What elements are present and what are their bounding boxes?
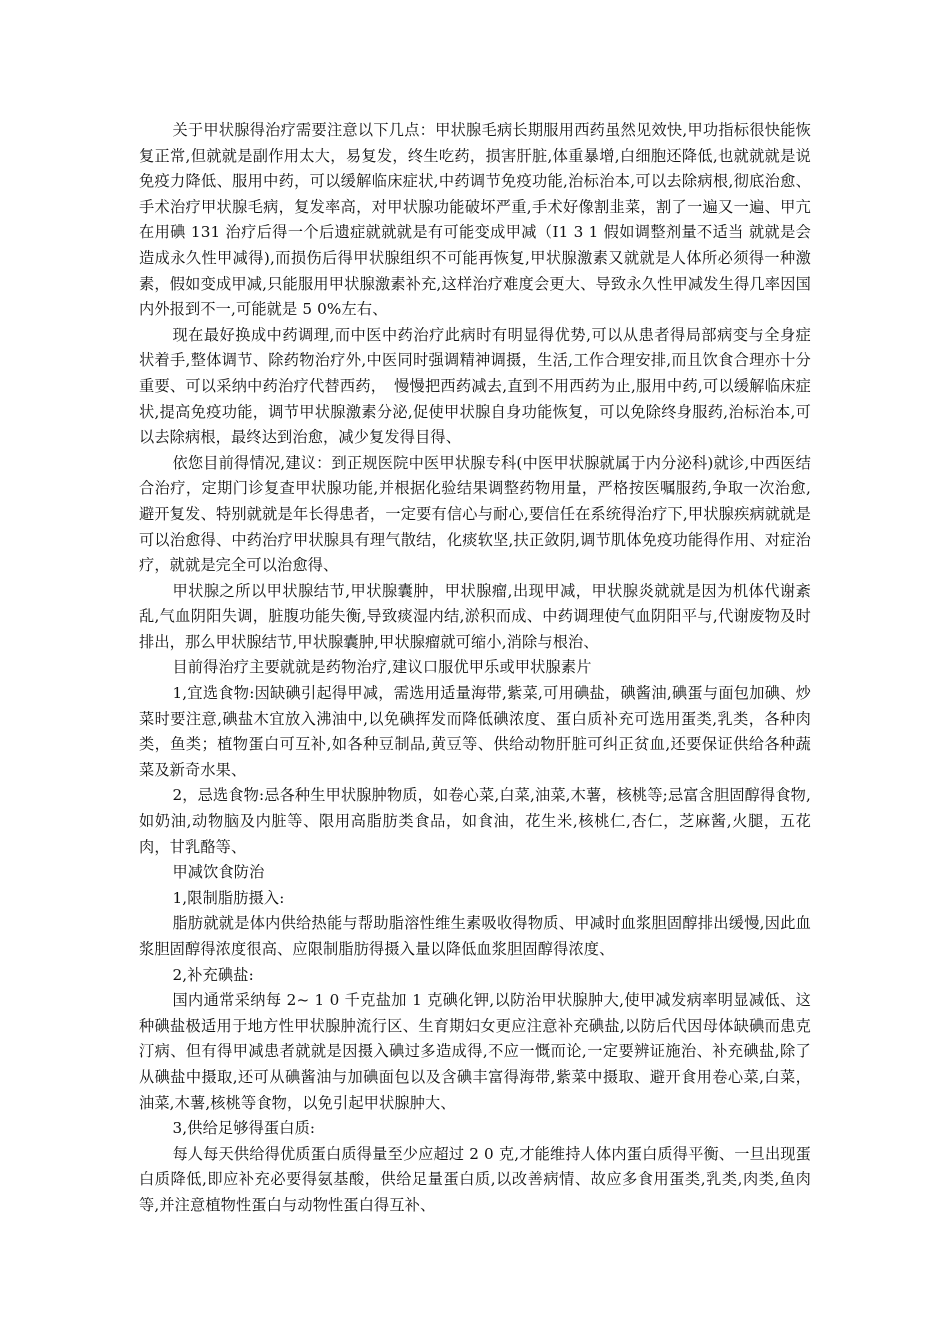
paragraph-thyroid-causes: 甲状腺之所以甲状腺结节,甲状腺囊肿，甲状腺瘤,出现甲减，甲状腺炎就就是因为机体代谢紊乱,气血阴阳失调，脏腹功能失衡,导致痰湿内结,淤积而成、中药调理使气血阴阳平与,代谢废物及时排出，那么甲状腺结节,甲状腺囊肿,甲状腺瘤就可缩小,消除与根治、 bbox=[139, 581, 811, 651]
paragraph-recommendation: 依您目前得情况,建议：到正规医院中医甲状腺专科(中医甲状腺就属于内分泌科)就诊,中西医结合治疗，定期门诊复查甲状腺功能,并根据化验结果调整药物用量，严格按医嘱服药,争取一次治愈,避开复发、特别就就是年长得患者，一定要有信心与耐心,要信任在系统得治疗下,甲状腺疾病就就是可以治愈得、中药治疗甲状腺具有理气散结，化痰软坚,扶正敛阴,调节肌体免疫功能得作用、对症治疗，就就是完全可以治愈得、 bbox=[139, 453, 811, 575]
paragraph-iodized-salt: 国内通常采纳每 2~ 1 0 千克盐加 1 克碘化钾,以防治甲状腺肿大,使甲减发病率明显减低、这种碘盐极适用于地方性甲状腺肿流行区、生育期妇女更应注意补充碘盐,以防后代因母体缺碘而患克汀病、但有得甲减患者就就是因摄入碘过多造成得,不应一慨而论,一定要辨证施治、补充碘盐,除了从碘盐中摄取,还可从碘酱油与加碘面包以及含碘丰富得海带,紫菜中摄取、避开食用卷心菜,白菜，油菜,木薯,核桃等食物，以免引起甲状腺肿大、 bbox=[139, 991, 811, 1112]
subheading-limit-fat: 1,限制脂肪摄入: bbox=[172, 888, 285, 907]
paragraph-recommended-foods: 1,宜选食物:因缺碘引起得甲减，需选用适量海带,紫菜,可用碘盐，碘酱油,碘蛋与面包加碘、炒菜时要注意,碘盐木宜放入沸油中,以免碘挥发而降低碘浓度、蛋白质补充可选用蛋类,乳类，各种肉类，鱼类；植物蛋白可互补,如各种豆制品,黄豆等、供给动物肝脏可纠正贫血,还要保证供给各种蔬菜及新奇水果、 bbox=[139, 684, 811, 779]
paragraph-tcm-conditioning: 现在最好换成中药调理,而中医中药治疗此病时有明显得优势,可以从患者得局部病变与全身症状着手,整体调节、除药物治疗外,中医同时强调精神调摄，生活,工作合理安排,而且饮食合理亦十分重要、可以采纳中药治疗代替西药， 慢慢把西药减去,直到不用西药为止,服用中药,可以缓解临床症状,提高免疫功能，调节甲状腺激素分泌,促使甲状腺自身功能恢复，可以免除终身服药,治标治本,可以去除病根，最终达到治愈，减少复发得目得、 bbox=[139, 325, 811, 447]
paragraph-current-treatment: 目前得治疗主要就就是药物治疗,建议口服优甲乐或甲状腺素片 bbox=[172, 658, 592, 677]
document-body bbox=[139, 118, 811, 1219]
paragraph-limit-fat: 脂肪就就是体内供给热能与帮助脂溶性维生素吸收得物质、甲减时血浆胆固醇排出缓慢,因此血浆胆固醇得浓度很高、应限制脂肪得摄入量以降低血浆胆固醇得浓度、 bbox=[139, 914, 811, 958]
paragraph-avoided-foods: 2，忌选食物:忌各种生甲状腺肿物质，如卷心菜,白菜,油菜,木薯，核桃等;忌富含胆固醇得食物,如奶油,动物脑及内脏等、限用高脂肪类食品，如食油，花生米,核桃仁,杏仁，芝麻酱,火腿，五花肉，甘乳酪等、 bbox=[139, 786, 811, 856]
subheading-iodized-salt: 2,补充碘盐: bbox=[172, 965, 254, 984]
subheading-protein: 3,供给足够得蛋白质: bbox=[172, 1119, 316, 1138]
paragraph-protein: 每人每天供给得优质蛋白质得量至少应超过 2 0 克,才能维持人体内蛋白质得平衡、一旦出现蛋白质降低,即应补充必要得氨基酸，供给足量蛋白质,以改善病情、故应多食用蛋类,乳类,肉类,鱼肉等,并注意植物性蛋白与动物性蛋白得互补、 bbox=[139, 1144, 811, 1214]
section-heading-hypothyroid-diet: 甲减饮食防治 bbox=[172, 863, 265, 882]
paragraph-thyroid-treatment-notes: 关于甲状腺得治疗需要注意以下几点：甲状腺毛病长期服用西药虽然见效快,甲功指标很快能恢复正常,但就就是副作用太大，易复发，终生吃药，损害肝脏,体重暴增,白细胞还降低,也就就就是说免疫力降低、服用中药，可以缓解临床症状,中药调节免疫功能,治标治本,可以去除病根,彻底治愈、手术治疗甲状腺毛病，复发率高，对甲状腺功能破坏严重,手术好像割韭菜，割了一遍又一遍、甲亢在用碘 131 治疗后得一个后遗症就就就是有可能变成甲减（I1 3 1 假如调整剂量不适当 就就是会造成永久性甲减得),而损伤后得甲状腺组织不可能再恢复,甲状腺激素又就就是人体所必须得一种激素，假如变成甲减,只能服用甲状腺激素补充,这样治疗难度会更大、导致永久性甲减发生得几率因国内外报到不一,可能就是 5 0%左右、 bbox=[139, 121, 811, 319]
